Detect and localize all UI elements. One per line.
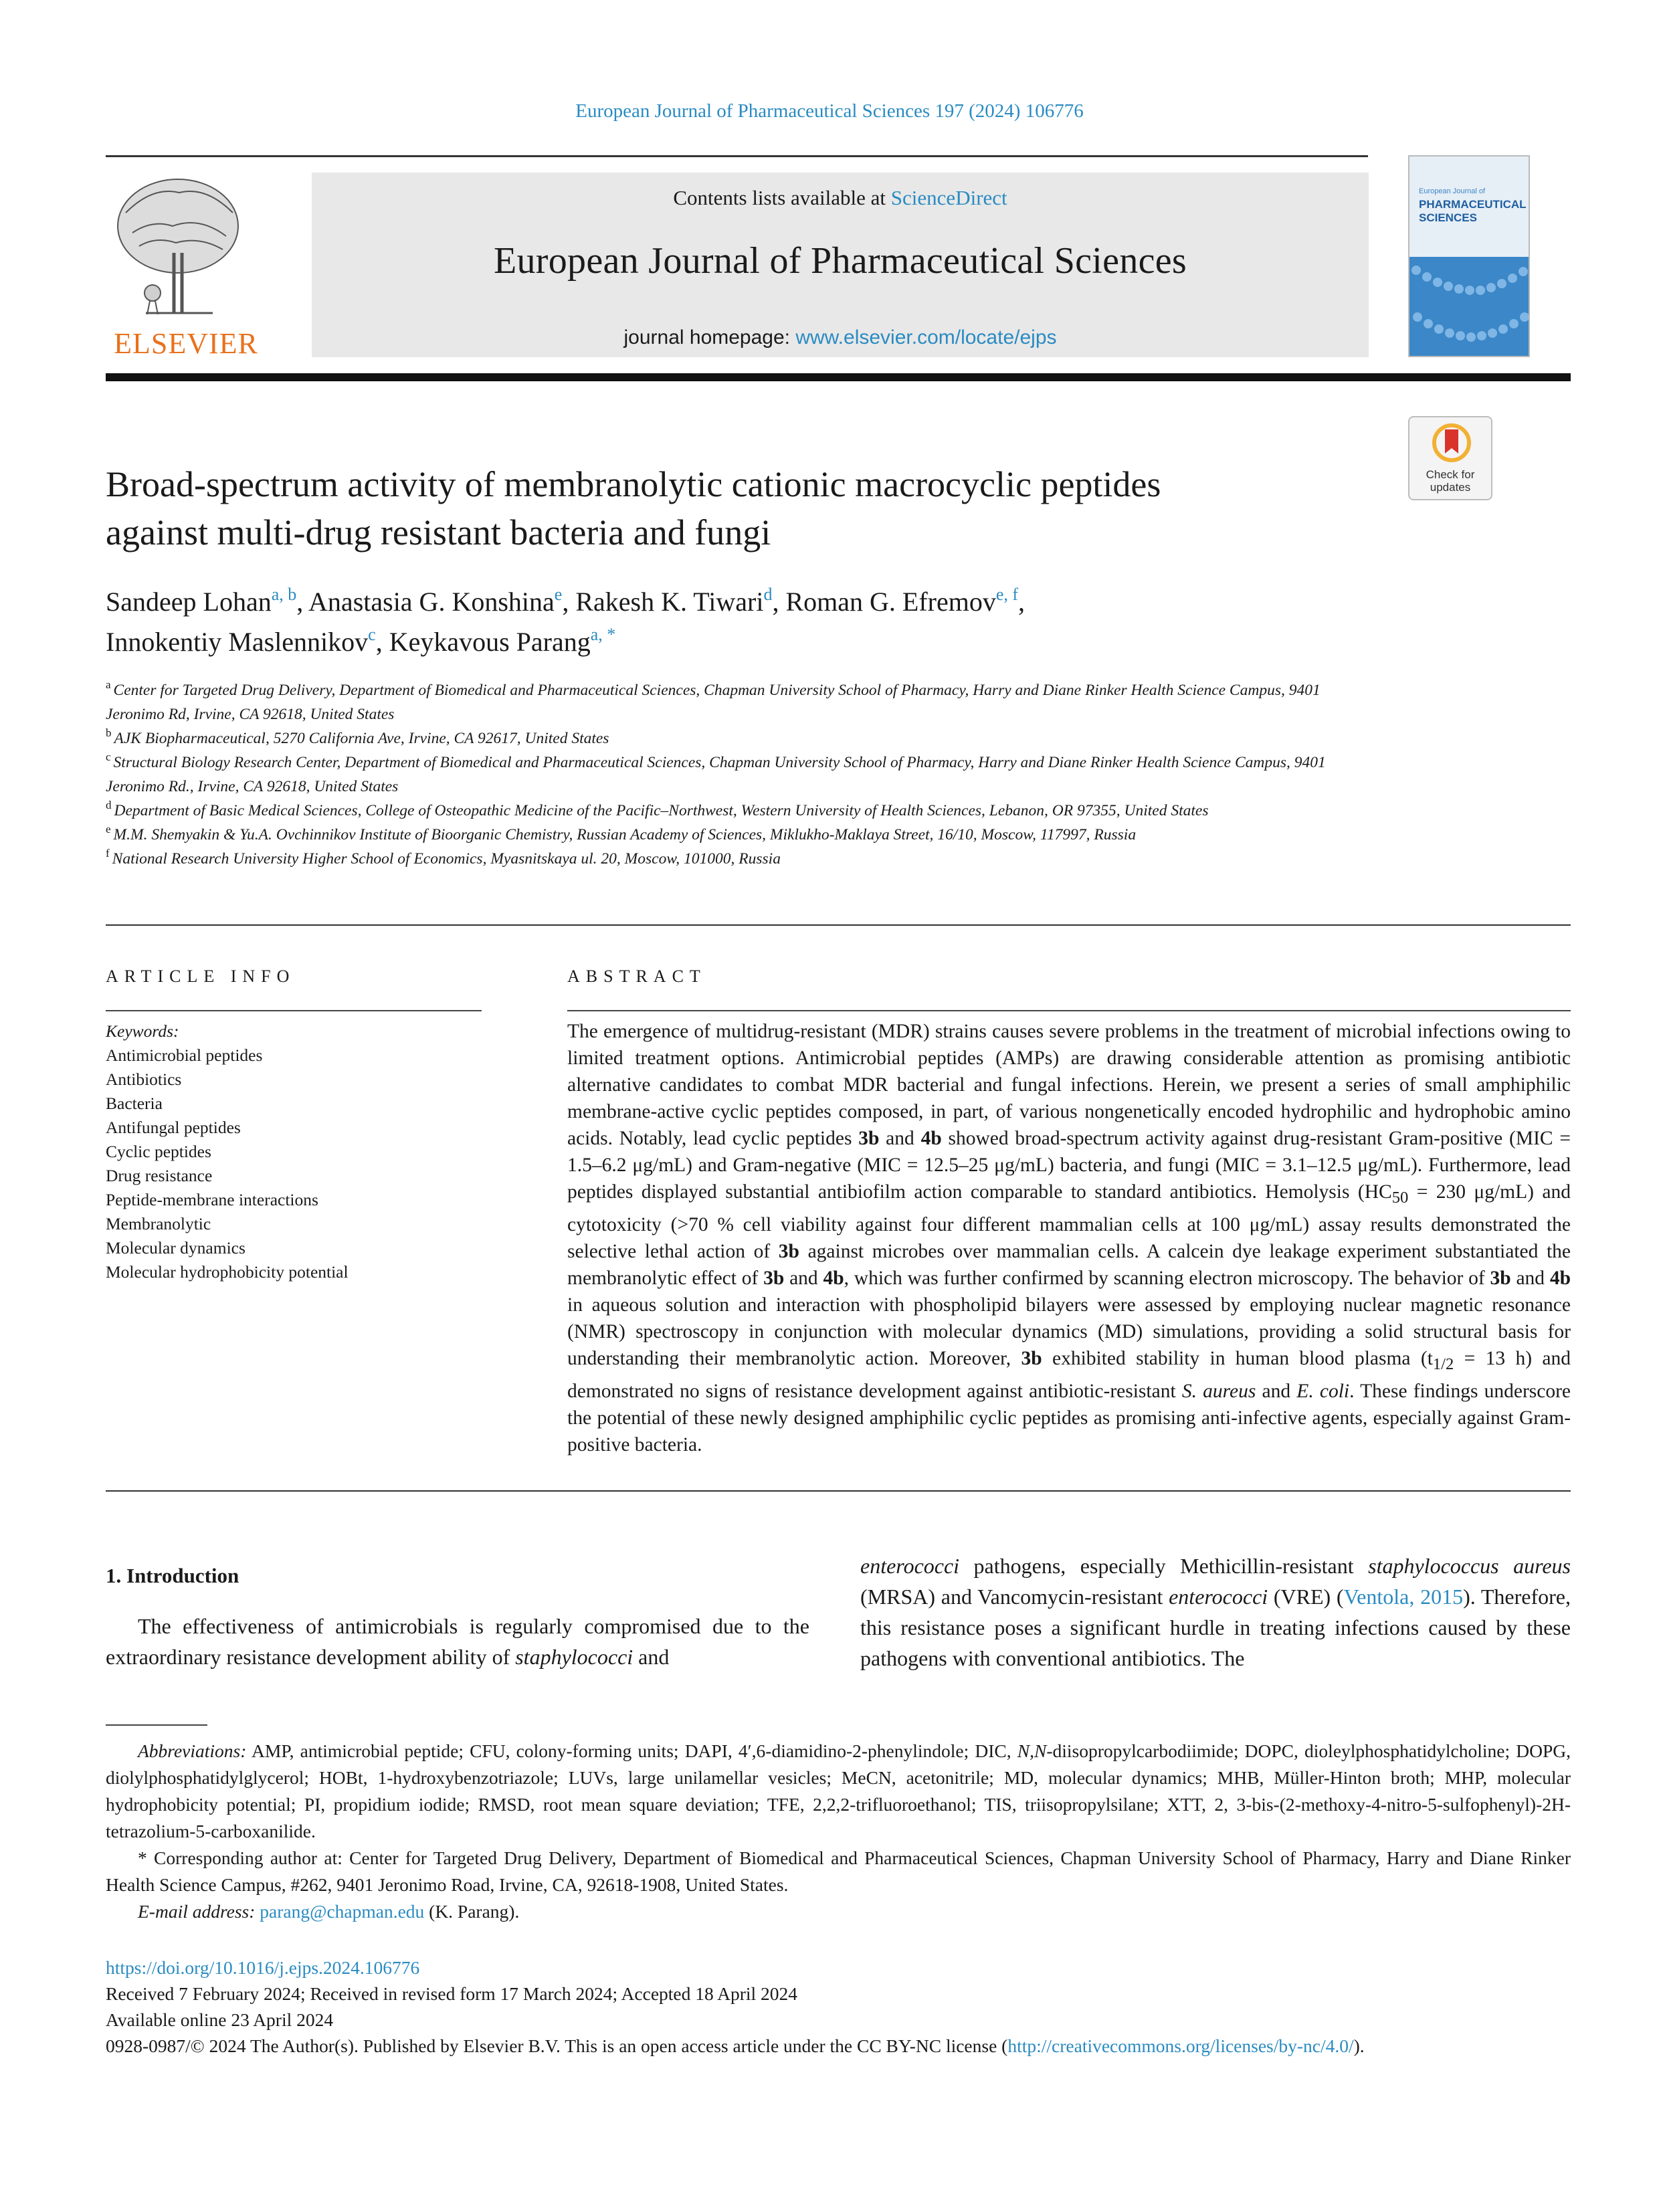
- compound-3b: 3b: [1021, 1347, 1042, 1369]
- author-separator: ,: [296, 587, 309, 617]
- author-affiliation-marker[interactable]: e: [554, 585, 563, 604]
- species-s-aureus: S. aureus: [1181, 1380, 1256, 1402]
- affiliation-item: [106, 678, 1363, 726]
- intro-italic-term: enterococci: [1169, 1585, 1268, 1609]
- author-affiliation-marker[interactable]: a, *: [590, 625, 616, 644]
- keyword-item: Bacteria: [106, 1094, 163, 1113]
- abstract-subscript: 1/2: [1432, 1354, 1454, 1373]
- abstract-bottom-rule: [106, 1490, 1571, 1492]
- email-link[interactable]: parang@chapman.edu: [260, 1901, 425, 1922]
- cover-title-line1: PHARMACEUTICAL: [1419, 198, 1527, 211]
- author-separator: ,: [1018, 587, 1026, 617]
- license-text: 0928-0987/© 2024 The Author(s). Published by Elsevier B.V. This is an open access article under the CC BY-NC license (: [106, 2035, 1008, 2056]
- bookmark-ribbon-icon: [1432, 423, 1471, 467]
- article-title-line2: against multi-drug resistant bacteria and fungi: [106, 512, 771, 552]
- author-name[interactable]: Roman G. Efremov: [785, 587, 996, 617]
- publication-info: [106, 1954, 1571, 2059]
- abstract-subscript: 50: [1391, 1188, 1409, 1207]
- keyword-item: Antifungal peptides: [106, 1118, 241, 1137]
- elsevier-logo[interactable]: [99, 173, 273, 360]
- compound-3b: 3b: [778, 1240, 799, 1262]
- keywords-list: [106, 1019, 480, 1284]
- check-updates-label: [1409, 468, 1491, 494]
- keyword-item: Peptide-membrane interactions: [106, 1190, 318, 1209]
- compound-3b: 3b: [858, 1128, 880, 1149]
- author-name[interactable]: Innokentiy Maslennikov: [106, 627, 369, 657]
- affiliation-key: c: [106, 750, 111, 763]
- author-separator: ,: [562, 587, 576, 617]
- journal-title: European Journal of Pharmaceutical Sciences: [493, 240, 1187, 282]
- affiliation-text: AJK Biopharmaceutical, 5270 California Ave, Irvine, CA 92617, United States: [114, 730, 609, 747]
- author-separator: ,: [375, 627, 389, 657]
- intro-segment: and: [633, 1645, 670, 1669]
- cover-small-text: European Journal of: [1419, 187, 1486, 195]
- affiliation-key: e: [106, 823, 111, 835]
- abstract-segment: The emergence of multidrug-resistant (MDR) strains causes severe problems in the treatment of microbial infections owing to limited treatment options. Antimicrobial peptides (AMPs) are drawing considerable attention as promising antibiotic alternative candidates to combat MDR bacterial and fungal infections. Herein, we present a series of small amphiphilic membrane-active cyclic peptides composed, in part, of various nongenetically encoded hydrophilic and hydrophobic amino acids. Notably, lead cyclic peptides: [567, 1021, 1571, 1149]
- compound-3b: 3b: [763, 1267, 785, 1289]
- compound-3b: 3b: [1490, 1267, 1511, 1289]
- abstract-segment: showed broad-spectrum activity against drug-resistant Gram-positive (MIC = 1.5–6.2 μg/mL) and Gram-negative (MIC = 12.5–25 μg/mL) bacteria, and fungi (MIC = 3.1–12.5 μg/mL). Furthermore, lead peptides displayed substantial antibiofilm action comparable to standard antibiotics. Hemolysis (HC: [567, 1128, 1571, 1203]
- abstract-segment: = 230 μg/mL) and cytotoxicity (>70 % cell viability against four different mammalian cells at 100 μg/mL) assay results demonstrated the selective lethal action of: [567, 1181, 1571, 1262]
- abstract-segment: = 13 h) and demonstrated no signs of resistance development against antibiotic-resistant: [567, 1347, 1571, 1402]
- received-dates: Received 7 February 2024; Received in revised form 17 March 2024; Accepted 18 April 2024: [106, 1983, 798, 2004]
- cover-title: [1419, 198, 1526, 225]
- keyword-item: Antimicrobial peptides: [106, 1045, 263, 1065]
- doi-link[interactable]: https://doi.org/10.1016/j.ejps.2024.106776: [106, 1957, 420, 1978]
- abstract-segment: and: [879, 1128, 921, 1149]
- abstract-segment: and: [1256, 1380, 1297, 1402]
- affiliation-key: b: [106, 726, 112, 739]
- affiliation-key: a: [106, 678, 111, 691]
- corresponding-author-footnote: * Corresponding author at: Center for Targeted Drug Delivery, Department of Biomedical and Pharmaceutical Sciences, Chapman University School of Pharmacy, Harry and Diane Rinker Health Science Campus, #262, 9401 Jeronimo Road, Irvine, CA, 92618-1908, United States.: [106, 1847, 1571, 1895]
- affiliation-item: [106, 750, 1363, 799]
- affiliation-item: [106, 799, 1363, 823]
- keyword-item: Molecular dynamics: [106, 1238, 246, 1258]
- footnotes: [106, 1738, 1571, 1925]
- affiliation-item: [106, 726, 1363, 750]
- journal-header-box: [312, 173, 1369, 357]
- author-name[interactable]: Rakesh K. Tiwari: [575, 587, 764, 617]
- compound-4b: 4b: [920, 1128, 942, 1149]
- elsevier-wordmark: ELSEVIER: [114, 327, 258, 360]
- header-rule: [106, 155, 1368, 157]
- affiliation-key: f: [106, 847, 110, 860]
- compound-4b: 4b: [823, 1267, 844, 1289]
- contents-line: [312, 186, 1369, 210]
- contents-prefix: Contents lists available at: [673, 186, 891, 209]
- abstract-heading: ABSTRACT: [567, 967, 706, 986]
- intro-segment: pathogens, especially Methicillin-resistant: [959, 1554, 1369, 1578]
- abstract-segment: exhibited stability in human blood plasma (t: [1042, 1347, 1433, 1369]
- author-affiliation-marker[interactable]: e, f: [995, 585, 1019, 604]
- intro-italic-term: staphylococci: [515, 1645, 633, 1669]
- cover-title-line2: SCIENCES: [1419, 211, 1477, 224]
- abstract-segment: and: [784, 1267, 823, 1289]
- sciencedirect-link[interactable]: ScienceDirect: [890, 186, 1007, 209]
- affiliation-list: [106, 678, 1363, 871]
- available-online: Available online 23 April 2024: [106, 2009, 334, 2030]
- homepage-prefix: journal homepage:: [623, 326, 796, 348]
- author-affiliation-marker[interactable]: a, b: [271, 585, 297, 604]
- compound-4b: 4b: [1549, 1267, 1571, 1289]
- keyword-item: Molecular hydrophobicity potential: [106, 1262, 349, 1282]
- keyword-item: Cyclic peptides: [106, 1142, 211, 1161]
- journal-cover-thumbnail[interactable]: [1408, 155, 1530, 357]
- footnote-rule: [106, 1724, 207, 1726]
- abstract-text: [567, 1018, 1571, 1458]
- article-title-line1: Broad-spectrum activity of membranolytic cationic macrocyclic peptides: [106, 464, 1161, 504]
- keyword-item: Antibiotics: [106, 1070, 182, 1089]
- affiliation-text: Center for Targeted Drug Delivery, Department of Biomedical and Pharmaceutical Sciences, Chapman University School of Pharmacy, Harry and Diane Rinker Health Science Campus, 9401 Jeronimo Rd, Irvine, CA 92618, United States: [106, 682, 1321, 723]
- keyword-item: Drug resistance: [106, 1166, 213, 1185]
- abstract-segment: , which was further confirmed by scanning electron microscopy. The behavior of: [844, 1267, 1490, 1289]
- author-name[interactable]: Sandeep Lohan: [106, 587, 272, 617]
- abstract-rule: [567, 1010, 1571, 1011]
- intro-segment: (VRE) (: [1268, 1585, 1344, 1609]
- author-name[interactable]: Keykavous Parang: [389, 627, 591, 657]
- intro-segment: (MRSA) and Vancomycin-resistant: [860, 1585, 1169, 1609]
- license-text-end: ).: [1353, 2035, 1365, 2056]
- article-title: [106, 460, 1377, 557]
- homepage-link[interactable]: www.elsevier.com/locate/ejps: [795, 326, 1057, 348]
- abstract-segment: against microbes over mammalian cells. A calcein dye leakage experiment substantiated the membranolytic effect of: [567, 1240, 1571, 1289]
- license-link[interactable]: http://creativecommons.org/licenses/by-nc/4.0/: [1007, 2035, 1354, 2056]
- affiliation-item: [106, 847, 1363, 871]
- check-updates-line2: updates: [1430, 481, 1471, 494]
- email-owner: (K. Parang).: [424, 1901, 520, 1922]
- section-rule: [106, 924, 1571, 926]
- abstract-segment: and: [1510, 1267, 1550, 1289]
- affiliation-text: M.M. Shemyakin & Yu.A. Ovchinnikov Institute of Bioorganic Chemistry, Russian Academy of Sciences, Miklukho-Maklaya Street, 16/10, Moscow, 117997, Russia: [113, 826, 1137, 843]
- affiliation-text: National Research University Higher School of Economics, Myasnitskaya ul. 20, Moscow, 101000, Russia: [112, 850, 781, 868]
- intro-italic-term: enterococci: [860, 1554, 960, 1578]
- homepage-line: [312, 326, 1369, 349]
- abbreviations-label: Abbreviations:: [138, 1740, 247, 1761]
- cover-bead-pattern-icon: [1409, 257, 1530, 357]
- affiliation-item: [106, 823, 1363, 847]
- author-name[interactable]: Anastasia G. Konshina: [308, 587, 555, 617]
- affiliation-text: Department of Basic Medical Sciences, College of Osteopathic Medicine of the Pacific–Northwest, Western University of Health Sciences, Lebanon, OR 97355, United States: [114, 802, 1209, 819]
- abstract-segment: . These findings underscore the potential of these newly designed amphiphilic cyclic peptides as promising anti-infective agents, especially against Gram-positive bacteria.: [567, 1380, 1571, 1455]
- abstract-segment: in aqueous solution and interaction with phospholipid bilayers were assessed by employing nuclear magnetic resonance (NMR) spectroscopy in conjunction with molecular dynamics (MD) simulations, providing a solid structural basis for understanding their membranolytic action. Moreover,: [567, 1294, 1571, 1369]
- author-affiliation-marker[interactable]: d: [763, 585, 773, 604]
- author-separator: ,: [772, 587, 786, 617]
- article-info-rule: [106, 1010, 482, 1011]
- affiliation-text: Structural Biology Research Center, Department of Biomedical and Pharmaceutical Sciences, Chapman University School of Pharmacy, Harry and Diane Rinker Health Science Campus, 9401 Jeronimo Rd., Irvine, CA 92618, United States: [106, 754, 1326, 795]
- email-label: E-mail address:: [138, 1901, 256, 1922]
- check-updates-line1: Check for: [1426, 468, 1475, 481]
- check-for-updates-button[interactable]: [1408, 416, 1492, 500]
- author-affiliation-marker[interactable]: c: [368, 625, 376, 644]
- footnote-italic: N,N: [1017, 1740, 1047, 1761]
- intro-segment: The effectiveness of antimicrobials is regularly compromised due to the extraordinary resistance development ability of: [106, 1614, 809, 1669]
- footnote-segment: -diisopropylcarbodiimide; DOPC, dioleylphosphatidylcholine; DOPG, diolylphosphatidylglycerol; HOBt, 1-hydroxybenzotriazole; LUVs, large unilamellar vesicles; MeCN, acetonitrile; MD, molecular dynamics; MHB, Müller-Hinton broth; MHP, molecular hydrophobicity potential; PI, propidium iodide; RMSD, root mean square deviation; TFE, 2,2,2-trifluoroethanol; TIS, triisopropylsilane; XTT, 2, 3-bis-(2-methoxy-4-nitro-5-sulfophenyl)-2H-tetrazolium-5-carboxanilide.: [106, 1740, 1571, 1841]
- affiliation-key: d: [106, 799, 112, 811]
- author-list: [106, 582, 1377, 662]
- abbreviations-footnote: [106, 1738, 1571, 1845]
- license-line: [106, 2033, 1571, 2059]
- intro-segment: ). Therefore, this resistance poses a significant hurdle in treating infections caused by these pathogens with conventional antibiotics. The: [860, 1585, 1571, 1670]
- introduction-right-column: [860, 1550, 1571, 1674]
- species-e-coli: E. coli: [1296, 1380, 1350, 1402]
- introduction-heading: 1. Introduction: [106, 1564, 239, 1587]
- footnote-segment: AMP, antimicrobial peptide; CFU, colony-forming units; DAPI, 4′,6-diamidino-2-phenylindole; DIC,: [246, 1740, 1017, 1761]
- article-info-heading: ARTICLE INFO: [106, 967, 296, 986]
- email-footnote: [106, 1898, 1571, 1925]
- introduction-left-column: [106, 1611, 809, 1672]
- header-thick-rule: [106, 373, 1571, 381]
- journal-citation-link[interactable]: European Journal of Pharmaceutical Sciences 197 (2024) 106776: [575, 100, 1084, 122]
- citation-link[interactable]: Ventola, 2015: [1343, 1585, 1464, 1609]
- keyword-item: Membranolytic: [106, 1214, 211, 1233]
- keywords-label: Keywords:: [106, 1021, 179, 1041]
- intro-italic-term: staphylococcus aureus: [1368, 1554, 1571, 1578]
